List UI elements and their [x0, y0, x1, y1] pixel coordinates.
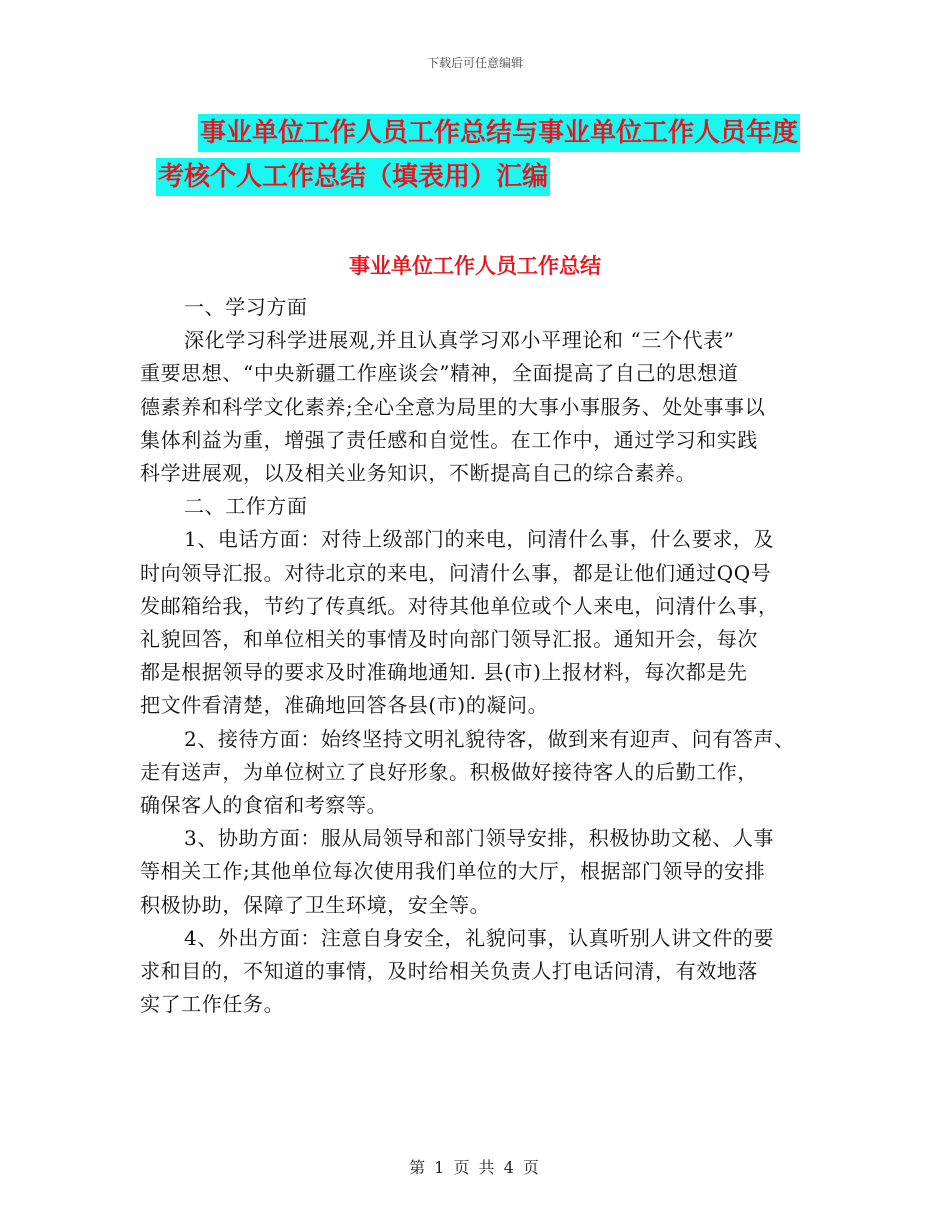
body-line: 重要思想、“中央新疆工作座谈会”精神，全面提高了自己的思想道	[140, 361, 739, 386]
body-line: 4、外出方面：注意自身安全，礼貌问事，认真听别人讲文件的要	[184, 925, 775, 950]
body-line: 实了工作任务。	[140, 992, 285, 1017]
body-line: 走有送声，为单位树立了良好形象。积极做好接待客人的后勤工作，	[140, 759, 758, 784]
body-line: 都是根据领导的要求及时准确地通知. 县(市)上报材料，每次都是先	[140, 660, 748, 685]
document-body	[140, 291, 830, 1021]
body-line: 德素养和科学文化素养;全心全意为局里的大事小事服务、处处事事以	[140, 394, 766, 419]
section-title: 事业单位工作人员工作总结	[349, 254, 601, 278]
body-line: 时向领导汇报。对待北京的来电，问清什么事，都是让他们通过QQ号	[140, 560, 772, 585]
body-line: 集体利益为重，增强了责任感和自觉性。在工作中，通过学习和实践	[140, 427, 758, 452]
body-line: 把文件看清楚，准确地回答各县(市)的凝问。	[140, 693, 549, 718]
body-line: 发邮箱给我，节约了传真纸。对待其他单位或个人来电，问清什么事，	[140, 593, 779, 618]
body-line: 3、协助方面：服从局领导和部门领导安排，积极协助文秘、人事	[184, 826, 775, 851]
body-line: 求和目的，不知道的事情，及时给相关负责人打电话问清，有效地落	[140, 959, 758, 984]
document-title-line-1-text: 事业单位工作人员工作总结与事业单位工作人员年度	[198, 114, 800, 152]
body-line: 等相关工作;其他单位每次使用我们单位的大厅，根据部门领导的安排	[140, 859, 766, 884]
document-title-line-1	[24, 112, 950, 149]
body-line: 二、工作方面	[184, 494, 308, 519]
page-header-note: 下载后可任意编辑	[426, 56, 523, 70]
body-line: 科学进展观，以及相关业务知识，不断提高自己的综合素养。	[140, 461, 697, 486]
body-line: 2、接待方面：始终坚持文明礼貌待客，做到来有迎声、问有答声、	[184, 726, 795, 751]
body-line: 积极协助，保障了卫生环境，安全等。	[140, 892, 491, 917]
body-line: 确保客人的食宿和考察等。	[140, 793, 388, 818]
page-footer: 第 1 页 共 4 页	[409, 1158, 541, 1177]
body-line: 深化学习科学进展观,并且认真学习邓小平理论和 “三个代表”	[184, 328, 735, 353]
body-line: 一、学习方面	[184, 295, 308, 319]
document-title-line-2-text: 考核个人工作总结（填表用）汇编	[156, 158, 550, 196]
document-title-line-2	[0, 156, 948, 193]
body-line: 礼貌回答，和单位相关的事情及时向部门领导汇报。通知开会，每次	[140, 627, 758, 652]
body-line: 1、电话方面：对待上级部门的来电，问清什么事，什么要求，及	[184, 527, 775, 552]
